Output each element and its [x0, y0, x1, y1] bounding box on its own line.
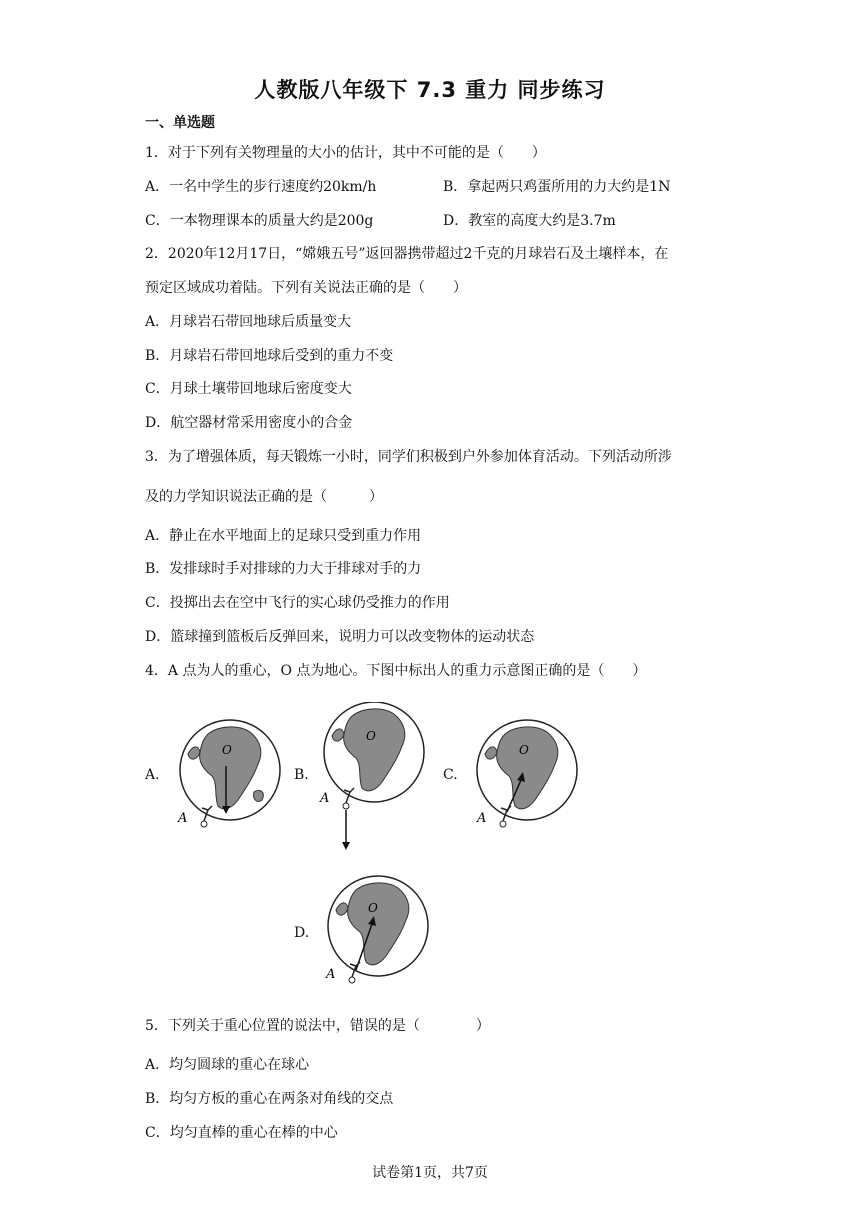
globe-figure-c: [467, 714, 585, 836]
point-o-label: O: [222, 743, 232, 757]
q2-option-d: D．航空器材常采用密度小的合金: [145, 415, 353, 431]
q2-stem-line2: 预定区域成功着陆。下列有关说法正确的是（ ）: [145, 280, 467, 296]
point-a-label: A: [178, 811, 188, 826]
point-o-label: O: [519, 743, 529, 757]
q1-option-c: C．一本物理课本的质量大约是200g: [145, 213, 374, 229]
globe-figure-a: [168, 714, 286, 836]
point-o-label: O: [366, 729, 376, 743]
q5-option-c: C．均匀直棒的重心在棒的中心: [145, 1125, 338, 1141]
q2-option-a: A．月球岩石带回地球后质量变大: [145, 314, 352, 330]
section-heading: 一、单选题: [145, 115, 215, 131]
q5-stem: 5．下列关于重心位置的说法中，错误的是（ ）: [145, 1018, 490, 1034]
q4-label-c: C.: [443, 767, 458, 783]
point-a-label: A: [320, 791, 330, 806]
q3-stem-line2: 及的力学知识说法正确的是（ ）: [145, 489, 383, 505]
q1-option-b: B．拿起两只鸡蛋所用的力大约是1N: [443, 179, 671, 195]
q5-option-a: A．均匀圆球的重心在球心: [145, 1057, 310, 1073]
q3-option-c: C．投掷出去在空中飞行的实心球仍受推力的作用: [145, 595, 450, 611]
q2-option-c: C．月球土壤带回地球后密度变大: [145, 381, 352, 397]
point-a-label: A: [477, 811, 487, 826]
point-o-label: O: [368, 901, 378, 915]
q3-option-d: D．篮球撞到篮板后反弹回来，说明力可以改变物体的运动状态: [145, 629, 535, 645]
globe-figure-d: [318, 872, 436, 994]
q4-label-a: A.: [145, 767, 160, 783]
q1-option-d: D．教室的高度大约是3.7m: [443, 213, 616, 229]
q3-option-a: A．静止在水平地面上的足球只受到重力作用: [145, 528, 422, 544]
q2-stem-line1: 2．2020年12月17日，“嫦娥五号”返回器携带超过2千克的月球岩石及土壤样本，在: [145, 246, 669, 262]
point-a-label: A: [326, 967, 336, 982]
q4-stem: 4．A 点为人的重心，O 点为地心。下图中标出人的重力示意图正确的是（ ）: [145, 663, 647, 679]
q3-stem-line1: 3．为了增强体质，每天锻炼一小时，同学们积极到户外参加体育活动。下列活动所涉: [145, 449, 672, 465]
q1-stem: 1．对于下列有关物理量的大小的估计，其中不可能的是（ ）: [145, 145, 546, 161]
page-title: 人教版八年级下 7.3 重力 同步练习: [254, 78, 606, 102]
page-footer: 试卷第1页，共7页: [372, 1165, 488, 1181]
q3-option-b: B．发排球时手对排球的力大于排球对手的力: [145, 561, 422, 577]
q2-option-b: B．月球岩石带回地球后受到的重力不变: [145, 348, 394, 364]
q4-label-b: B.: [294, 767, 309, 783]
q4-label-d: D.: [294, 925, 310, 941]
q1-option-a: A．一名中学生的步行速度约20km/h: [145, 179, 377, 195]
globe-figure-b: [316, 702, 434, 857]
q5-option-b: B．均匀方板的重心在两条对角线的交点: [145, 1091, 394, 1107]
